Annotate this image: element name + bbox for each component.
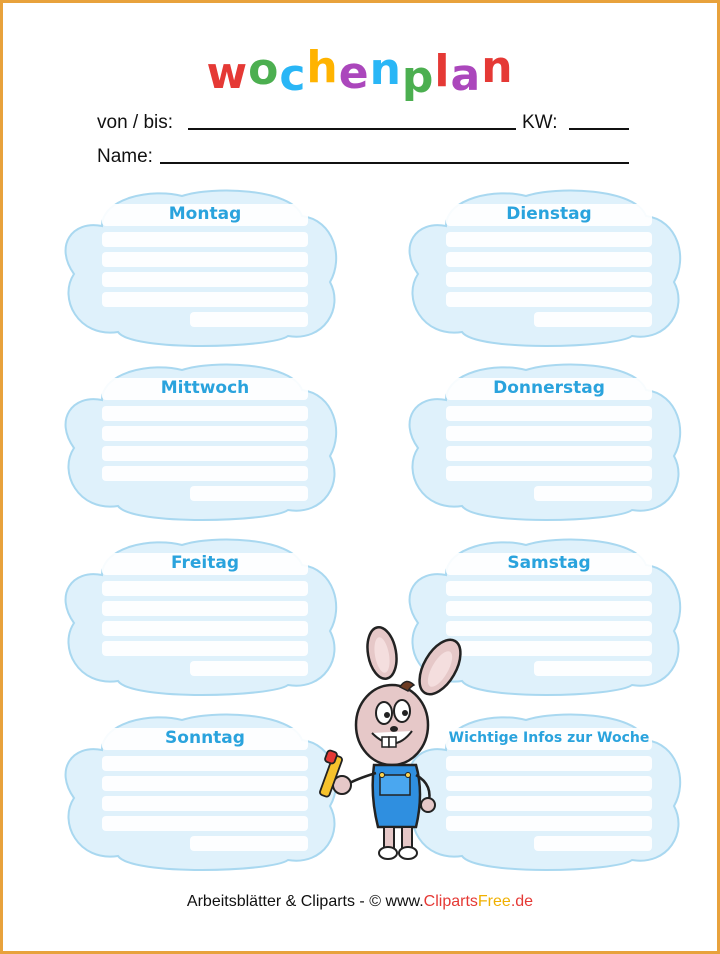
day-label: Mittwoch: [160, 378, 250, 398]
title-letter: p: [401, 52, 435, 103]
day-cloud-box: [62, 710, 338, 866]
title-letter: c: [279, 50, 307, 101]
day-label: Sonntag: [165, 728, 245, 748]
rabbit-mascot-icon: [312, 625, 472, 870]
title-letter: a: [450, 50, 482, 101]
week-number-label: KW:: [522, 112, 558, 133]
day-cloud-box: [62, 360, 338, 516]
day-label: Samstag: [507, 553, 591, 573]
title-letter: e: [338, 48, 370, 99]
title-letter: n: [369, 44, 402, 95]
footer-credit: [0, 893, 720, 911]
day-label: Freitag: [170, 553, 240, 573]
title-letter: n: [481, 42, 514, 93]
week-number-line: [569, 128, 629, 130]
date-range-line: [188, 128, 516, 130]
title-letter: o: [248, 44, 280, 95]
day-label: Dienstag: [506, 204, 592, 224]
footer-brand-free: Free: [477, 893, 511, 910]
footer-brand-cliparts: Cliparts: [423, 893, 478, 910]
footer-prefix: Arbeitsblätter & Cliparts - © www.: [186, 893, 424, 910]
date-range-label: von / bis:: [97, 112, 174, 133]
day-cloud-box: [62, 535, 338, 691]
title-letter: h: [306, 42, 339, 93]
day-label: Wichtige Infos zur Woche: [448, 730, 650, 746]
title-letter: l: [434, 46, 451, 97]
name-label: Name:: [97, 146, 153, 167]
footer-domain: .de: [510, 893, 534, 910]
day-cloud-box: [406, 360, 682, 516]
day-label: Donnerstag: [493, 378, 605, 398]
title-letter: w: [206, 48, 249, 99]
day-cloud-box: [406, 186, 682, 342]
day-cloud-box: [62, 186, 338, 342]
name-line: [160, 162, 629, 164]
day-label: Montag: [168, 204, 242, 224]
page-title: [0, 42, 720, 103]
